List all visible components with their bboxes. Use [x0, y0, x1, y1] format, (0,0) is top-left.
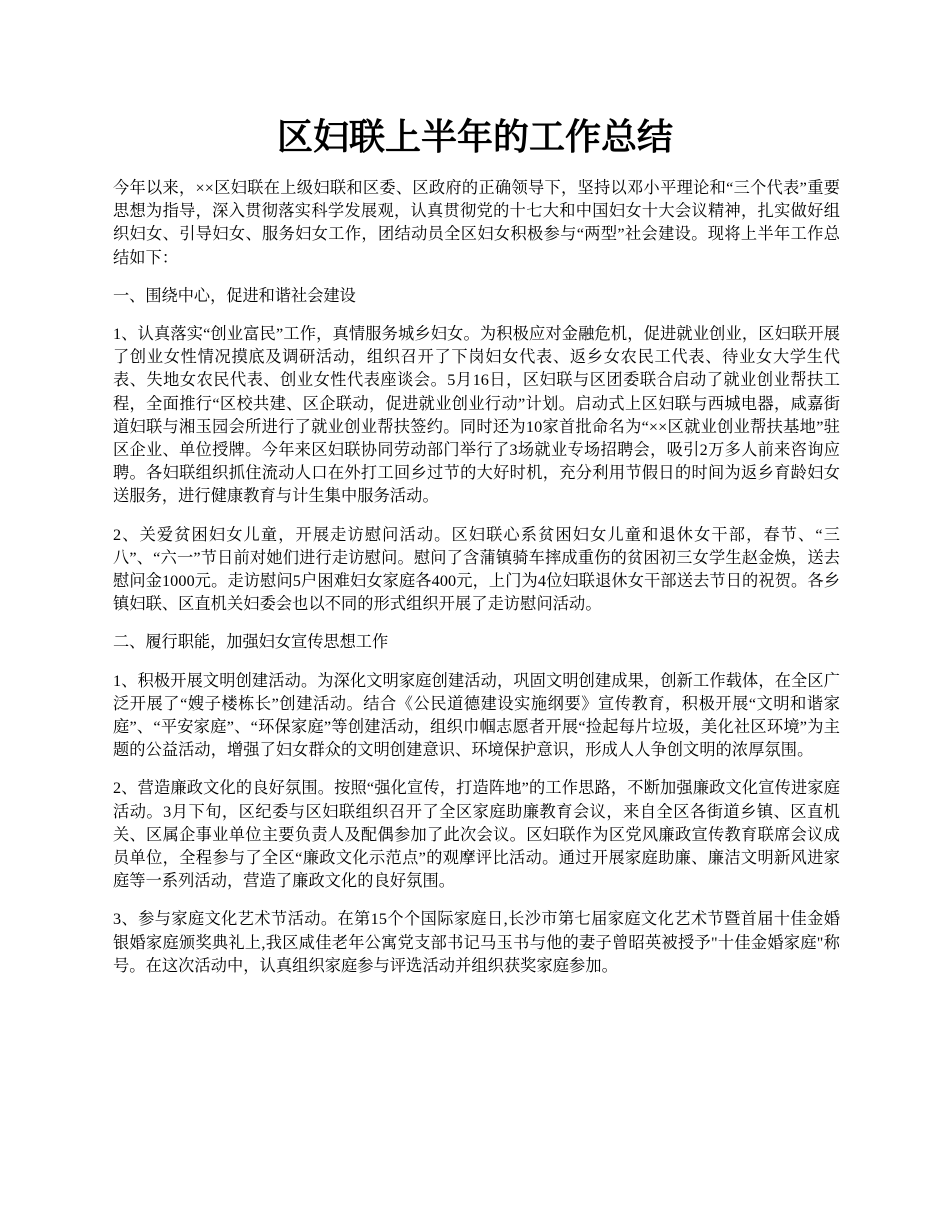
- section2-paragraph-2: 2、营造廉政文化的良好氛围。按照“强化宣传，打造阵地”的工作思路，不断加强廉政文化宣传进家庭活动。3月下旬，区纪委与区妇联组织召开了全区家庭助廉教育会议，来自全区各街道乡镇、区直机关、区属企事业单位主要负责人及配偶参加了此次会议。区妇联作为区党风廉政宣传教育联席会议成员单位，全程参与了全区“廉政文化示范点”的观摩评比活动。通过开展家庭助廉、廉洁文明新风进家庭等一系列活动，营造了廉政文化的良好氛围。: [113, 779, 840, 891]
- section2-paragraph-1: 1、积极开展文明创建活动。为深化文明家庭创建活动，巩固文明创建成果，创新工作载体，在全区广泛开展了“嫂子楼栋长”创建活动。结合《公民道德建设实施纲要》宣传教育，积极开展“文明和谐家庭”、“平安家庭”、“环保家庭”等创建活动，组织巾帼志愿者开展“捡起每片垃圾，美化社区环境”为主题的公益活动，增强了妇女群众的文明创建意识、环境保护意识，形成人人争创文明的浓厚氛围。: [113, 671, 840, 760]
- section1-paragraph-1: 1、认真落实“创业富民”工作，真情服务城乡妇女。为积极应对金融危机，促进就业创业，区妇联开展了创业女性情况摸底及调研活动，组织召开了下岗妇女代表、返乡女农民工代表、待业女大学生代表、失地女农民代表、创业女性代表座谈会。5月16日，区妇联与区团委联合启动了就业创业帮扶工程，全面推行“区校共建、区企联动，促进就业创业行动”计划。启动式上区妇联与西城电器，咸嘉街道妇联与湘玉园会所进行了就业创业帮扶签约。同时还为10家首批命名为“××区就业创业帮扶基地”驻区企业、单位授牌。今年来区妇联协同劳动部门举行了3场就业专场招聘会，吸引2万多人前来咨询应聘。各妇联组织抓住流动人口在外打工回乡过节的大好时机，充分利用节假日的时间为返乡育龄妇女送服务，进行健康教育与计生集中服务活动。: [113, 325, 840, 506]
- section2-paragraph-3: 3、参与家庭文化艺术节活动。在第15个个国际家庭日,长沙市第七届家庭文化艺术节暨首届十佳金婚银婚家庭颁奖典礼上,我区咸佳老年公寓党支部书记马玉书与他的妻子曾昭英被授予"十佳金婚家庭"称号。在这次活动中，认真组织家庭参与评选活动并组织获奖家庭参加。: [113, 910, 840, 975]
- section-heading-1: 一、围绕中心，促进和谐社会建设: [113, 286, 356, 305]
- section1-paragraph-2: 2、关爱贫困妇女儿童，开展走访慰问活动。区妇联心系贫困妇女儿童和退休女干部，春节、“三八”、“六一”节日前对她们进行走访慰问。慰问了含蒲镇骑车摔成重伤的贫困初三女学生赵金焕，送去慰问金1000元。走访慰问5户困难妇女家庭各400元，上门为4位妇联退休女干部送去节日的祝贺。各乡镇妇联、区直机关妇委会也以不同的形式组织开展了走访慰问活动。: [113, 525, 840, 614]
- intro-paragraph: 今年以来，××区妇联在上级妇联和区委、区政府的正确领导下，坚持以邓小平理论和“三个代表”重要思想为指导，深入贯彻落实科学发展观，认真贯彻党的十七大和中国妇女十大会议精神，扎实做好组织妇女、引导妇女、服务妇女工作，团结动员全区妇女积极参与“两型”社会建设。现将上半年工作总结如下：: [113, 179, 840, 267]
- document-body: [113, 177, 840, 993]
- page-title: 区妇联上半年的工作总结: [276, 116, 673, 158]
- section-heading-2: 二、履行职能，加强妇女宣传思想工作: [113, 633, 389, 652]
